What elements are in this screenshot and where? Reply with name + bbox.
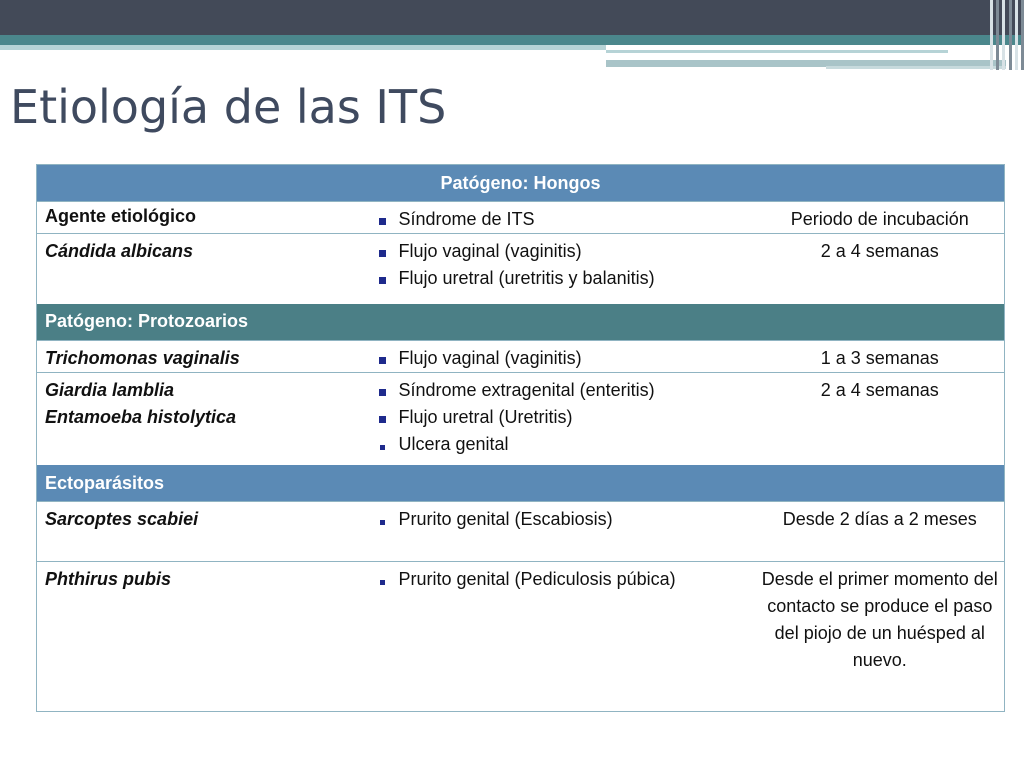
list-item: Flujo vaginal (vaginitis) <box>379 238 756 265</box>
agent-name: Entamoeba histolytica <box>45 406 237 427</box>
agent-name: Trichomonas vaginalis <box>45 347 240 368</box>
table-row <box>37 340 1005 372</box>
column-header-incubation: Periodo de incubación <box>756 202 1005 234</box>
agent-name: Cándida albicans <box>45 241 194 261</box>
syndrome-cell <box>351 372 756 465</box>
agent-cell <box>37 234 351 304</box>
agent-name: Phthirus pubis <box>45 569 171 589</box>
syndrome-cell <box>351 340 756 372</box>
list-item: Ulcera genital <box>379 431 756 458</box>
top-band-line <box>606 50 948 53</box>
section-label: Patógeno: Protozoarios <box>37 304 1005 341</box>
table-row <box>37 372 1005 465</box>
list-item: Prurito genital (Pediculosis púbica) <box>379 566 756 593</box>
column-header-row <box>37 202 1005 234</box>
list-item: Flujo uretral (uretritis y balanitis) <box>379 265 756 292</box>
table-row <box>37 562 1005 712</box>
corner-stripes <box>990 0 1024 70</box>
section-label: Ectoparásitos <box>37 465 1005 502</box>
incubation-cell: Desde 2 días a 2 meses <box>756 502 1005 562</box>
incubation-cell: 2 a 4 semanas <box>756 372 1005 465</box>
agent-cell <box>37 502 351 562</box>
top-band-line <box>826 66 1006 69</box>
section-header-protozoarios <box>37 304 1005 341</box>
slide-title: Etiología de las ITS <box>10 80 447 134</box>
top-band-pale <box>0 45 606 50</box>
agent-cell <box>37 372 351 465</box>
incubation-cell: 2 a 4 semanas <box>756 234 1005 304</box>
column-header-syndrome <box>351 202 756 234</box>
agent-cell <box>37 562 351 712</box>
section-header-ectoparasitos <box>37 465 1005 502</box>
agent-cell <box>37 340 351 372</box>
etiology-table <box>36 164 1005 712</box>
list-item: Síndrome extragenital (enteritis) <box>379 377 756 404</box>
list-item: Flujo vaginal (vaginitis) <box>379 345 756 372</box>
agent-name: Sarcoptes scabiei <box>45 509 199 529</box>
list-item: Síndrome de ITS <box>379 206 756 233</box>
top-band-dark <box>0 0 1024 35</box>
section-header-hongos <box>37 165 1005 202</box>
syndrome-cell <box>351 234 756 304</box>
syndrome-cell <box>351 562 756 712</box>
top-band-teal <box>0 35 1024 45</box>
incubation-cell: Desde el primer momento del contacto se produce el paso del piojo de un huésped al nuevo. <box>756 562 1005 712</box>
agent-name: Giardia lamblia <box>45 379 175 400</box>
table-row <box>37 502 1005 562</box>
column-header-agent: Agente etiológico <box>37 202 351 234</box>
list-item: Prurito genital (Escabiosis) <box>379 506 756 533</box>
table-row <box>37 234 1005 304</box>
incubation-cell: 1 a 3 semanas <box>756 340 1005 372</box>
syndrome-cell <box>351 502 756 562</box>
list-item: Flujo uretral (Uretritis) <box>379 404 756 431</box>
section-label: Patógeno: Hongos <box>37 165 1005 202</box>
